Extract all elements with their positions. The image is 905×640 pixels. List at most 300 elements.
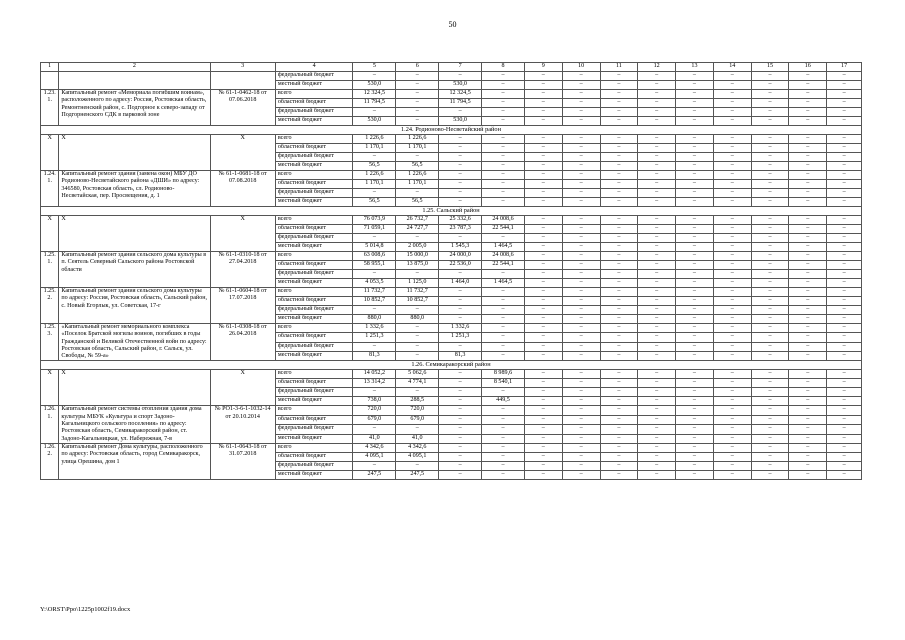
amount-cell: 4 095,1 xyxy=(353,452,396,461)
amount-cell: 530,0 xyxy=(439,117,482,126)
amount-cell: – xyxy=(751,225,789,234)
amount-cell: 1 251,3 xyxy=(353,333,396,342)
amount-cell: – xyxy=(751,108,789,117)
amount-cell: – xyxy=(751,144,789,153)
amount-cell: – xyxy=(439,153,482,162)
amount-cell: – xyxy=(439,135,482,144)
funding-source: федеральный бюджет xyxy=(275,108,353,117)
amount-cell: – xyxy=(600,425,638,434)
amount-cell: – xyxy=(713,90,751,99)
funding-source: федеральный бюджет xyxy=(275,72,353,81)
amount-cell: 41,0 xyxy=(353,434,396,443)
amount-cell: – xyxy=(827,333,862,342)
amount-cell: – xyxy=(751,99,789,108)
header-cell: 8 xyxy=(482,63,525,72)
amount-cell: 24 008,6 xyxy=(482,216,525,225)
header-cell: 14 xyxy=(713,63,751,72)
amount-cell: – xyxy=(676,379,714,388)
item-document: Х xyxy=(210,216,275,252)
amount-cell: – xyxy=(789,216,827,225)
amount-cell: – xyxy=(827,324,862,333)
header-cell: 9 xyxy=(524,63,562,72)
amount-cell: – xyxy=(638,234,676,243)
amount-cell: – xyxy=(827,388,862,397)
amount-cell: – xyxy=(439,288,482,297)
amount-cell: – xyxy=(676,108,714,117)
amount-cell: – xyxy=(751,342,789,351)
amount-cell: – xyxy=(562,261,600,270)
amount-cell: – xyxy=(439,108,482,117)
amount-cell: – xyxy=(524,297,562,306)
amount-cell: – xyxy=(600,324,638,333)
amount-cell: – xyxy=(751,425,789,434)
amount-cell: – xyxy=(638,162,676,171)
amount-cell: – xyxy=(827,397,862,406)
amount-cell: – xyxy=(439,234,482,243)
amount-cell: 1 170,1 xyxy=(396,144,439,153)
amount-cell: – xyxy=(827,99,862,108)
amount-cell: – xyxy=(439,171,482,180)
amount-cell: – xyxy=(789,180,827,189)
header-cell: 6 xyxy=(396,63,439,72)
amount-cell: 880,0 xyxy=(353,315,396,324)
amount-cell: – xyxy=(600,370,638,379)
amount-cell: – xyxy=(524,243,562,252)
amount-cell: – xyxy=(751,315,789,324)
amount-cell: – xyxy=(396,461,439,470)
amount-cell: – xyxy=(789,415,827,424)
amount-cell: – xyxy=(562,189,600,198)
amount-cell: 4 342,6 xyxy=(396,443,439,452)
amount-cell: – xyxy=(676,261,714,270)
amount-cell: – xyxy=(827,352,862,361)
amount-cell: – xyxy=(600,216,638,225)
header-cell: 15 xyxy=(751,63,789,72)
amount-cell: – xyxy=(638,370,676,379)
table-row xyxy=(41,252,862,261)
amount-cell: – xyxy=(396,189,439,198)
amount-cell: – xyxy=(524,108,562,117)
amount-cell: – xyxy=(676,135,714,144)
funding-source: местный бюджет xyxy=(275,279,353,288)
amount-cell: – xyxy=(789,406,827,415)
amount-cell: – xyxy=(751,333,789,342)
amount-cell: – xyxy=(524,81,562,90)
amount-cell: 880,0 xyxy=(396,315,439,324)
amount-cell: – xyxy=(751,243,789,252)
amount-cell: – xyxy=(713,297,751,306)
item-number: 1.23.1. xyxy=(41,90,59,126)
header-cell: 4 xyxy=(275,63,353,72)
amount-cell: – xyxy=(396,90,439,99)
amount-cell: 10 852,7 xyxy=(396,297,439,306)
amount-cell: – xyxy=(827,81,862,90)
amount-cell: – xyxy=(524,352,562,361)
amount-cell: – xyxy=(789,243,827,252)
amount-cell: – xyxy=(827,297,862,306)
funding-source: всего xyxy=(275,252,353,261)
amount-cell: – xyxy=(524,90,562,99)
amount-cell: – xyxy=(439,397,482,406)
funding-source: областной бюджет xyxy=(275,333,353,342)
amount-cell: – xyxy=(638,189,676,198)
amount-cell: – xyxy=(638,397,676,406)
amount-cell: – xyxy=(396,117,439,126)
section-row xyxy=(41,207,862,216)
amount-cell: – xyxy=(827,270,862,279)
amount-cell: – xyxy=(827,415,862,424)
amount-cell: – xyxy=(439,415,482,424)
amount-cell: 5 014,8 xyxy=(353,243,396,252)
item-number: 1.26.1. xyxy=(41,406,59,443)
amount-cell: 12 324,5 xyxy=(353,90,396,99)
amount-cell: – xyxy=(827,198,862,207)
amount-cell: – xyxy=(482,81,525,90)
amount-cell: 1 251,3 xyxy=(439,333,482,342)
amount-cell: 4 053,5 xyxy=(353,279,396,288)
amount-cell: – xyxy=(482,452,525,461)
item-number xyxy=(41,72,59,90)
amount-cell: 1 332,6 xyxy=(439,324,482,333)
amount-cell: – xyxy=(751,379,789,388)
amount-cell: – xyxy=(439,434,482,443)
header-cell: 13 xyxy=(676,63,714,72)
amount-cell: – xyxy=(827,234,862,243)
amount-cell: – xyxy=(600,397,638,406)
header-cell: 2 xyxy=(59,63,210,72)
amount-cell: – xyxy=(676,388,714,397)
amount-cell: – xyxy=(676,252,714,261)
amount-cell: 1 170,1 xyxy=(396,180,439,189)
amount-cell: – xyxy=(676,406,714,415)
amount-cell: – xyxy=(638,342,676,351)
amount-cell: – xyxy=(562,180,600,189)
amount-cell: – xyxy=(524,333,562,342)
amount-cell: – xyxy=(638,180,676,189)
item-number: 1.25.3. xyxy=(41,324,59,361)
amount-cell: – xyxy=(600,297,638,306)
amount-cell: – xyxy=(827,443,862,452)
funding-source: всего xyxy=(275,443,353,452)
amount-cell: – xyxy=(524,452,562,461)
item-number: Х xyxy=(41,370,59,406)
item-document: № 61-1-0681-18 от 07.08.2018 xyxy=(210,171,275,207)
amount-cell: 8 540,1 xyxy=(482,379,525,388)
amount-cell: – xyxy=(562,198,600,207)
amount-cell: – xyxy=(562,461,600,470)
amount-cell: – xyxy=(482,324,525,333)
funding-source: всего xyxy=(275,216,353,225)
amount-cell: – xyxy=(562,90,600,99)
item-document: № 61-1-0308-18 от 26.04.2018 xyxy=(210,324,275,361)
header-cell: 16 xyxy=(789,63,827,72)
item-name: Капитальный ремонт здания сельского дома культуры в п. Сеятель Северный Сальского района Ростовской области xyxy=(59,252,210,288)
amount-cell: – xyxy=(751,171,789,180)
amount-cell: – xyxy=(789,288,827,297)
amount-cell: – xyxy=(439,452,482,461)
amount-cell: – xyxy=(482,198,525,207)
amount-cell: – xyxy=(751,461,789,470)
amount-cell: – xyxy=(638,144,676,153)
amount-cell: – xyxy=(789,81,827,90)
amount-cell: – xyxy=(524,270,562,279)
amount-cell: – xyxy=(789,99,827,108)
amount-cell: – xyxy=(676,425,714,434)
amount-cell: – xyxy=(524,261,562,270)
amount-cell: – xyxy=(482,288,525,297)
amount-cell: – xyxy=(638,425,676,434)
amount-cell: – xyxy=(600,315,638,324)
amount-cell: – xyxy=(439,72,482,81)
amount-cell: 15 000,0 xyxy=(396,252,439,261)
amount-cell: – xyxy=(524,216,562,225)
item-name: Капитальный ремонт «Мемориала погибшим воинам», расположенного по адресу: Россия, Ростовская область, Ремонтненский район, с. Подгорное к северо-западу от Подгорненского СДК в парковой зоне xyxy=(59,90,210,126)
funding-source: федеральный бюджет xyxy=(275,306,353,315)
amount-cell: – xyxy=(638,434,676,443)
amount-cell: – xyxy=(482,333,525,342)
amount-cell: – xyxy=(789,443,827,452)
amount-cell: – xyxy=(524,425,562,434)
amount-cell: – xyxy=(676,443,714,452)
amount-cell: – xyxy=(751,72,789,81)
amount-cell: – xyxy=(524,198,562,207)
amount-cell: 1 226,6 xyxy=(353,171,396,180)
amount-cell: – xyxy=(676,370,714,379)
amount-cell: – xyxy=(562,162,600,171)
amount-cell: – xyxy=(676,234,714,243)
amount-cell: – xyxy=(353,234,396,243)
amount-cell: – xyxy=(827,461,862,470)
amount-cell: – xyxy=(713,333,751,342)
amount-cell: 247,5 xyxy=(353,470,396,479)
item-name: «Капитальный ремонт мемориального комплекса «Поселок Братской могилы воинов, погибших в годы Гражданской и Великой Отечественной войн по адресу: Ростовская область, Сальский район, г. Сальск, ул. Свободы, № 59-а» xyxy=(59,324,210,361)
table-row xyxy=(41,443,862,452)
amount-cell: – xyxy=(713,243,751,252)
funding-source: областной бюджет xyxy=(275,180,353,189)
amount-cell: – xyxy=(751,252,789,261)
amount-cell: – xyxy=(524,171,562,180)
amount-cell: – xyxy=(789,397,827,406)
amount-cell: – xyxy=(482,443,525,452)
amount-cell: – xyxy=(600,333,638,342)
amount-cell: – xyxy=(676,452,714,461)
amount-cell: – xyxy=(600,279,638,288)
amount-cell: – xyxy=(638,388,676,397)
amount-cell: – xyxy=(827,470,862,479)
amount-cell: – xyxy=(676,397,714,406)
amount-cell: – xyxy=(524,315,562,324)
amount-cell: 56,5 xyxy=(353,162,396,171)
item-document: Х xyxy=(210,135,275,171)
amount-cell: 24 008,6 xyxy=(482,252,525,261)
amount-cell: – xyxy=(638,452,676,461)
funding-source: областной бюджет xyxy=(275,297,353,306)
amount-cell: 71 059,1 xyxy=(353,225,396,234)
amount-cell: – xyxy=(439,306,482,315)
section-title: 1.24. Родионово-Несветайский район xyxy=(41,126,862,135)
funding-source: местный бюджет xyxy=(275,397,353,406)
amount-cell: – xyxy=(482,90,525,99)
funding-source: федеральный бюджет xyxy=(275,189,353,198)
amount-cell: – xyxy=(713,144,751,153)
amount-cell: – xyxy=(638,324,676,333)
amount-cell: – xyxy=(562,270,600,279)
amount-cell: – xyxy=(439,370,482,379)
amount-cell: – xyxy=(713,162,751,171)
amount-cell: – xyxy=(600,452,638,461)
amount-cell: – xyxy=(827,90,862,99)
amount-cell: – xyxy=(600,406,638,415)
amount-cell: – xyxy=(827,171,862,180)
amount-cell: – xyxy=(600,99,638,108)
amount-cell: – xyxy=(638,461,676,470)
amount-cell: – xyxy=(713,461,751,470)
amount-cell: – xyxy=(482,135,525,144)
amount-cell: – xyxy=(827,252,862,261)
amount-cell: – xyxy=(353,189,396,198)
amount-cell: – xyxy=(524,324,562,333)
amount-cell: – xyxy=(562,225,600,234)
amount-cell: – xyxy=(562,315,600,324)
amount-cell: – xyxy=(353,72,396,81)
amount-cell: – xyxy=(562,144,600,153)
item-number: 1.26.2. xyxy=(41,443,59,479)
amount-cell: – xyxy=(789,252,827,261)
amount-cell: 23 787,3 xyxy=(439,225,482,234)
amount-cell: 4 342,6 xyxy=(353,443,396,452)
amount-cell: – xyxy=(751,198,789,207)
amount-cell: – xyxy=(562,234,600,243)
amount-cell: – xyxy=(827,243,862,252)
amount-cell: 1 226,6 xyxy=(353,135,396,144)
amount-cell: – xyxy=(713,415,751,424)
amount-cell: – xyxy=(676,306,714,315)
amount-cell: – xyxy=(482,99,525,108)
amount-cell: – xyxy=(600,415,638,424)
amount-cell: – xyxy=(789,189,827,198)
amount-cell: – xyxy=(713,279,751,288)
funding-source: всего xyxy=(275,370,353,379)
amount-cell: – xyxy=(789,171,827,180)
header-cell: 1 xyxy=(41,63,59,72)
item-number: 1.25.2. xyxy=(41,288,59,324)
table-row xyxy=(41,216,862,225)
amount-cell: – xyxy=(396,352,439,361)
amount-cell: 56,5 xyxy=(353,198,396,207)
amount-cell: – xyxy=(827,279,862,288)
amount-cell: – xyxy=(439,189,482,198)
amount-cell: – xyxy=(562,279,600,288)
amount-cell: – xyxy=(439,443,482,452)
amount-cell: – xyxy=(482,315,525,324)
amount-cell: – xyxy=(600,342,638,351)
amount-cell: – xyxy=(676,270,714,279)
amount-cell: – xyxy=(638,297,676,306)
amount-cell: – xyxy=(482,461,525,470)
amount-cell: – xyxy=(751,189,789,198)
item-number: Х xyxy=(41,216,59,252)
amount-cell: – xyxy=(482,72,525,81)
table-body xyxy=(41,63,862,480)
amount-cell: – xyxy=(524,225,562,234)
amount-cell: 12 324,5 xyxy=(439,90,482,99)
amount-cell: – xyxy=(482,425,525,434)
amount-cell: – xyxy=(439,297,482,306)
amount-cell: 13 314,2 xyxy=(353,379,396,388)
amount-cell: – xyxy=(827,452,862,461)
amount-cell: – xyxy=(638,90,676,99)
amount-cell: – xyxy=(638,470,676,479)
amount-cell: – xyxy=(827,135,862,144)
section-row xyxy=(41,361,862,370)
amount-cell: – xyxy=(676,153,714,162)
amount-cell: – xyxy=(789,108,827,117)
funding-source: местный бюджет xyxy=(275,81,353,90)
table-row xyxy=(41,135,862,144)
amount-cell: – xyxy=(439,270,482,279)
item-number: Х xyxy=(41,135,59,171)
amount-cell: 41,0 xyxy=(396,434,439,443)
amount-cell: – xyxy=(676,324,714,333)
amount-cell: – xyxy=(751,370,789,379)
amount-cell: – xyxy=(638,306,676,315)
amount-cell: – xyxy=(524,288,562,297)
amount-cell: 25 332,6 xyxy=(439,216,482,225)
amount-cell: – xyxy=(638,352,676,361)
amount-cell: – xyxy=(562,388,600,397)
amount-cell: – xyxy=(827,225,862,234)
amount-cell: – xyxy=(524,406,562,415)
amount-cell: – xyxy=(524,180,562,189)
amount-cell: – xyxy=(562,153,600,162)
amount-cell: 11 794,5 xyxy=(439,99,482,108)
amount-cell: – xyxy=(562,72,600,81)
table-row xyxy=(41,370,862,379)
amount-cell: – xyxy=(524,342,562,351)
amount-cell: – xyxy=(562,117,600,126)
amount-cell: – xyxy=(562,352,600,361)
amount-cell: – xyxy=(789,333,827,342)
header-row xyxy=(41,63,862,72)
amount-cell: – xyxy=(524,434,562,443)
amount-cell: – xyxy=(713,470,751,479)
funding-source: всего xyxy=(275,135,353,144)
amount-cell: – xyxy=(562,171,600,180)
amount-cell: – xyxy=(638,81,676,90)
amount-cell: – xyxy=(524,306,562,315)
amount-cell: – xyxy=(789,90,827,99)
amount-cell: – xyxy=(638,216,676,225)
amount-cell: – xyxy=(676,297,714,306)
amount-cell: – xyxy=(713,261,751,270)
funding-source: областной бюджет xyxy=(275,261,353,270)
amount-cell: – xyxy=(482,306,525,315)
amount-cell: – xyxy=(600,108,638,117)
amount-cell: – xyxy=(827,406,862,415)
funding-source: местный бюджет xyxy=(275,315,353,324)
funding-source: местный бюджет xyxy=(275,198,353,207)
amount-cell: – xyxy=(482,342,525,351)
amount-cell: – xyxy=(827,108,862,117)
amount-cell: 1 464,5 xyxy=(482,279,525,288)
item-name: Капитальный ремонт здания (замена окон) МБУ ДО Родионово-Несветайского района «ДШИ» по адресу: 346580, Ростовская область, сл. Родионово-Несветайская, пер. Просвещения, д. 1 xyxy=(59,171,210,207)
amount-cell: – xyxy=(789,117,827,126)
amount-cell: – xyxy=(396,306,439,315)
amount-cell: – xyxy=(439,379,482,388)
item-number: 1.25.1. xyxy=(41,252,59,288)
amount-cell: – xyxy=(562,288,600,297)
funding-source: всего xyxy=(275,171,353,180)
